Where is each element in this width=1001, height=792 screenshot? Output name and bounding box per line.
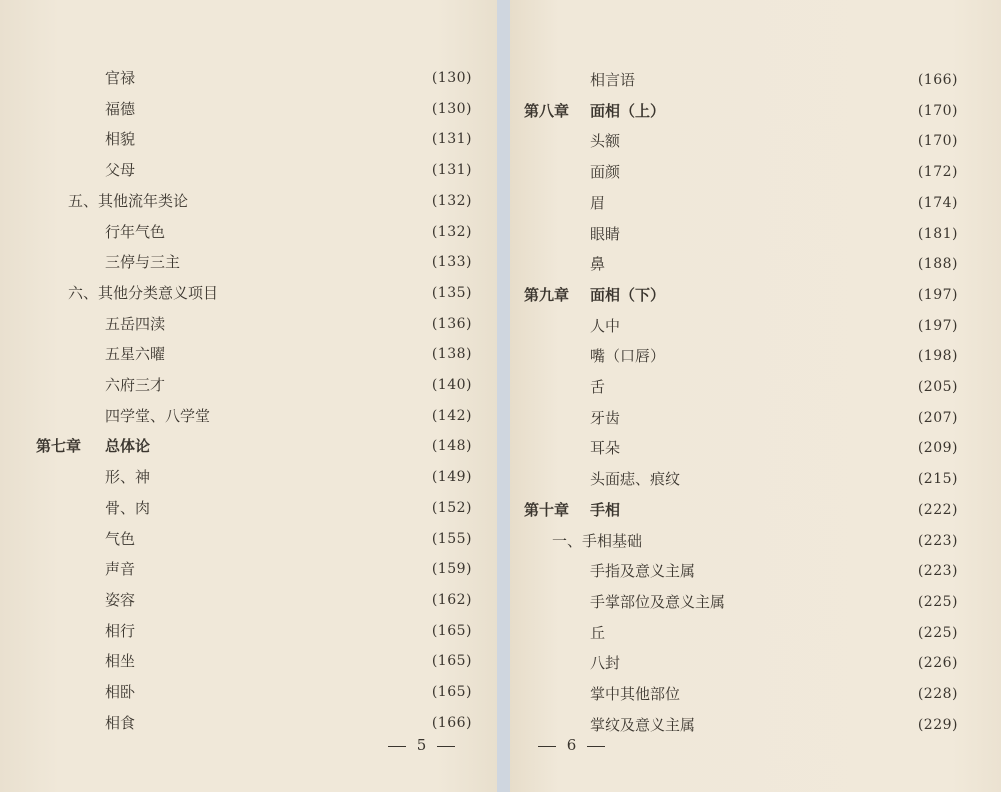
page-reference: (170) — [917, 133, 958, 149]
entry-title: 父母 — [105, 161, 136, 179]
page-reference: (226) — [917, 655, 958, 671]
page-reference: (222) — [917, 502, 958, 518]
dash — [587, 746, 605, 747]
entry-title: 相言语 — [590, 71, 636, 89]
dot-leader — [624, 437, 916, 459]
dot-leader — [624, 161, 916, 183]
toc-entry — [105, 343, 472, 365]
dot-leader — [139, 528, 430, 550]
toc-entry — [105, 589, 472, 611]
page-reference: (135) — [431, 285, 472, 301]
dash — [538, 746, 556, 747]
page-reference: (181) — [917, 226, 958, 242]
entry-title: 掌中其他部位 — [590, 685, 681, 703]
dot-leader — [139, 67, 430, 89]
entry-title: 头额 — [590, 132, 621, 150]
page-reference: (166) — [431, 715, 472, 731]
entry-title: 掌纹及意义主属 — [590, 716, 696, 734]
dot-leader — [226, 282, 430, 304]
dot-leader — [671, 284, 917, 306]
page-reference: (133) — [431, 254, 472, 270]
page-reference: (215) — [917, 471, 958, 487]
toc-section-entry — [68, 282, 472, 304]
dot-leader — [671, 345, 917, 367]
entry-title: 头面痣、痕纹 — [590, 470, 681, 488]
toc-entry — [590, 192, 958, 214]
toc-entry — [590, 223, 958, 245]
dot-leader — [733, 591, 917, 613]
entry-title: 四学堂、八学堂 — [105, 407, 211, 425]
dot-leader — [624, 499, 916, 521]
entry-title: 相行 — [105, 622, 136, 640]
toc-entry — [590, 130, 958, 152]
chapter-number: 第七章 — [36, 437, 82, 455]
page-reference: (130) — [431, 101, 472, 117]
dot-leader — [139, 558, 430, 580]
toc-entry — [105, 681, 472, 703]
left-page-number — [388, 736, 455, 754]
entry-title: 气色 — [105, 530, 136, 548]
page-reference: (188) — [917, 256, 958, 272]
toc-entry — [590, 315, 958, 337]
chapter-number: 第十章 — [524, 501, 570, 519]
entry-title: 眼睛 — [590, 225, 621, 243]
entry-title: 福德 — [105, 100, 136, 118]
page-reference: (130) — [431, 70, 472, 86]
dot-leader — [139, 650, 430, 672]
entry-title: 鼻 — [590, 255, 606, 273]
entry-title: 手指及意义主属 — [590, 562, 696, 580]
entry-title: 面颜 — [590, 163, 621, 181]
toc-entry — [105, 650, 472, 672]
dot-leader — [170, 374, 430, 396]
dot-leader — [686, 468, 916, 490]
dot-leader — [624, 223, 916, 245]
entry-title: 眉 — [590, 194, 606, 212]
entry-title: 六、其他分类意义项目 — [68, 284, 219, 302]
chapter-title: 面相（下） — [590, 286, 666, 304]
entry-title: 形、神 — [105, 468, 151, 486]
page-reference: (228) — [917, 686, 958, 702]
toc-entry — [590, 560, 958, 582]
left-page-number-value: 5 — [416, 736, 427, 754]
page-reference: (174) — [917, 195, 958, 211]
dot-leader — [686, 683, 916, 705]
page-reference: (223) — [917, 533, 958, 549]
page-reference: (136) — [431, 316, 472, 332]
page-reference: (197) — [917, 318, 958, 334]
page-reference: (172) — [917, 164, 958, 180]
toc-entry — [590, 253, 958, 275]
entry-title: 五、其他流年类论 — [68, 192, 189, 210]
toc-section-entry — [68, 190, 472, 212]
toc-entry — [105, 251, 472, 273]
chapter-number: 第九章 — [524, 286, 570, 304]
entry-title: 官禄 — [105, 69, 136, 87]
toc-entry — [590, 591, 958, 613]
toc-entry — [105, 313, 472, 335]
toc-entry — [590, 69, 958, 91]
entry-title: 八封 — [590, 654, 621, 672]
toc-entry — [590, 407, 958, 429]
page-reference: (149) — [431, 469, 472, 485]
toc-entry — [105, 466, 472, 488]
dot-leader — [609, 253, 917, 275]
dot-leader — [139, 98, 430, 120]
entry-title: 相食 — [105, 714, 136, 732]
entry-title: 牙齿 — [590, 409, 621, 427]
entry-title: 姿容 — [105, 591, 136, 609]
entry-title: 声音 — [105, 560, 136, 578]
page-reference: (165) — [431, 623, 472, 639]
page-reference: (223) — [917, 563, 958, 579]
dot-leader — [139, 712, 430, 734]
entry-title: 骨、肉 — [105, 499, 151, 517]
page-reference: (225) — [917, 594, 958, 610]
dot-leader — [624, 315, 916, 337]
toc-entry — [105, 159, 472, 181]
page-reference: (209) — [917, 440, 958, 456]
dot-leader — [139, 128, 430, 150]
toc-entry — [105, 128, 472, 150]
toc-chapter-entry — [524, 499, 958, 521]
toc-entry — [105, 98, 472, 120]
page-reference: (152) — [431, 500, 472, 516]
dot-leader — [186, 251, 431, 273]
dot-leader — [139, 620, 430, 642]
toc-entry — [590, 161, 958, 183]
dot-leader — [139, 159, 430, 181]
page-reference: (162) — [431, 592, 472, 608]
page-reference: (131) — [431, 162, 472, 178]
toc-entry — [105, 221, 472, 243]
dot-leader — [195, 190, 430, 212]
dot-leader — [702, 560, 917, 582]
page-reference: (207) — [917, 410, 958, 426]
toc-chapter-entry — [524, 284, 958, 306]
entry-title: 三停与三主 — [105, 253, 181, 271]
toc-chapter-entry — [524, 100, 958, 122]
toc-entry — [590, 622, 958, 644]
chapter-number: 第八章 — [524, 102, 570, 120]
toc-entry — [590, 652, 958, 674]
toc-entry — [590, 683, 958, 705]
toc-entry — [105, 528, 472, 550]
entry-title: 相貌 — [105, 130, 136, 148]
entry-title: 人中 — [590, 317, 621, 335]
dot-leader — [702, 714, 917, 736]
dash — [388, 746, 406, 747]
entry-title: 丘 — [590, 624, 606, 642]
entry-title: 手掌部位及意义主属 — [590, 593, 726, 611]
entry-title: 嘴（口唇） — [590, 347, 666, 365]
book-gutter — [497, 0, 510, 792]
toc-section-entry — [552, 530, 958, 552]
dot-leader — [648, 530, 916, 552]
dot-leader — [170, 313, 430, 335]
page-reference: (205) — [917, 379, 958, 395]
right-page-number-value: 6 — [566, 736, 577, 754]
toc-entry — [105, 374, 472, 396]
dot-leader — [609, 192, 917, 214]
toc-entry — [590, 376, 958, 398]
toc-entry — [105, 67, 472, 89]
entry-title: 六府三才 — [105, 376, 166, 394]
dot-leader — [155, 497, 431, 519]
toc-entry — [590, 345, 958, 367]
toc-entry — [105, 405, 472, 427]
dot-leader — [624, 407, 916, 429]
page-reference: (155) — [431, 531, 472, 547]
chapter-title: 面相（上） — [590, 102, 666, 120]
dot-leader — [609, 376, 917, 398]
entry-title: 相坐 — [105, 652, 136, 670]
entry-title: 耳朵 — [590, 439, 621, 457]
toc-chapter-entry — [36, 435, 472, 457]
page-reference: (198) — [917, 348, 958, 364]
dot-leader — [624, 130, 916, 152]
page-reference: (197) — [917, 287, 958, 303]
entry-title: 相卧 — [105, 683, 136, 701]
entry-title: 五岳四渎 — [105, 315, 166, 333]
dot-leader — [170, 343, 430, 365]
toc-entry — [105, 712, 472, 734]
toc-entry — [590, 437, 958, 459]
toc-entry — [105, 558, 472, 580]
dot-leader — [170, 221, 430, 243]
entry-title: 行年气色 — [105, 223, 166, 241]
dot-leader — [609, 622, 917, 644]
chapter-title: 总体论 — [105, 437, 151, 455]
page-reference: (225) — [917, 625, 958, 641]
page-reference: (132) — [431, 193, 472, 209]
dot-leader — [217, 405, 431, 427]
entry-title: 一、手相基础 — [552, 532, 643, 550]
entry-title: 舌 — [590, 378, 606, 396]
right-page-number — [538, 736, 605, 754]
dot-leader — [671, 100, 917, 122]
page-reference: (140) — [431, 377, 472, 393]
dot-leader — [139, 589, 430, 611]
page-reference: (166) — [917, 72, 958, 88]
page-reference: (159) — [431, 561, 472, 577]
toc-entry — [105, 497, 472, 519]
dot-leader — [624, 652, 916, 674]
page-reference: (170) — [917, 103, 958, 119]
page-reference: (165) — [431, 684, 472, 700]
dash — [437, 746, 455, 747]
dot-leader — [139, 681, 430, 703]
page-reference: (148) — [431, 438, 472, 454]
page-reference: (229) — [917, 717, 958, 733]
dot-leader — [640, 69, 917, 91]
page-reference: (131) — [431, 131, 472, 147]
toc-entry — [105, 620, 472, 642]
page-reference: (165) — [431, 653, 472, 669]
page-reference: (142) — [431, 408, 472, 424]
toc-entry — [590, 468, 958, 490]
chapter-title: 手相 — [590, 501, 621, 519]
toc-entry — [590, 714, 958, 736]
page-reference: (132) — [431, 224, 472, 240]
entry-title: 五星六曜 — [105, 345, 166, 363]
dot-leader — [155, 435, 431, 457]
dot-leader — [155, 466, 431, 488]
page-reference: (138) — [431, 346, 472, 362]
